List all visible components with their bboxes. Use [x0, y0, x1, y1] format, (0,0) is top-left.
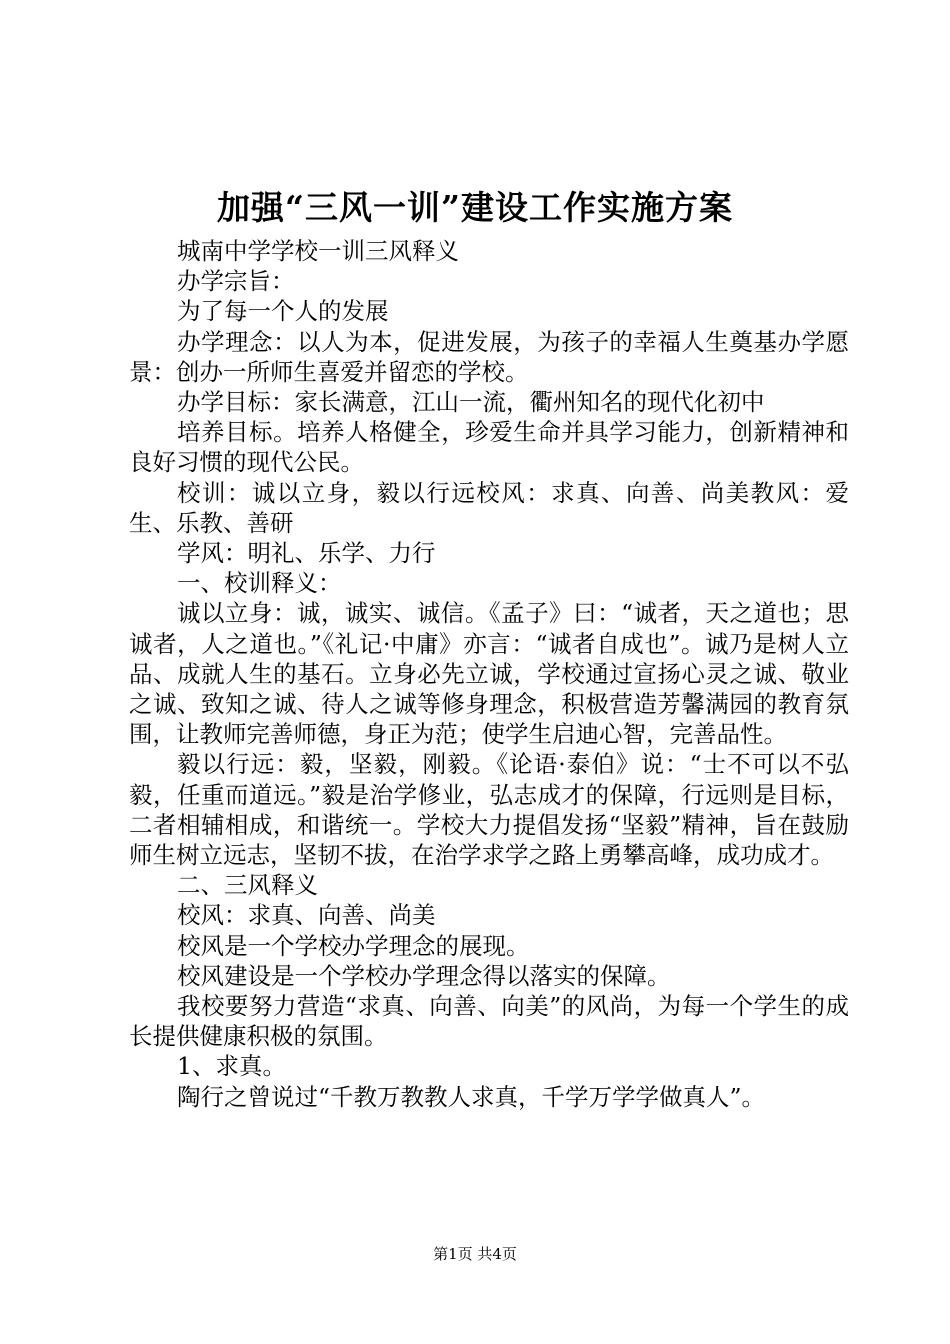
page-number: 第1页 共4页 — [433, 1245, 517, 1263]
document-body — [129, 236, 849, 1112]
paragraph-school-style-goal: 我校要努力营造“求真、向善、向美”的风尚，为每一个学生的成长提供健康积极的氛围。 — [129, 992, 849, 1051]
paragraph-school-style-desc: 校风是一个学校办学理念的展现。 — [177, 931, 530, 960]
paragraph-study-style: 学风：明礼、乐学、力行 — [177, 539, 436, 568]
paragraph-school-style-build: 校风建设是一个学校办学理念得以落实的保障。 — [177, 961, 671, 990]
paragraph-purpose-heading: 办学宗旨： — [177, 267, 295, 296]
paragraph-sincerity: 诚以立身：诚，诚实、诚信。《孟子》曰：“诚者，天之道也；思诚者，人之道也。”《礼记·中庸》亦言：“诚者自成也”。诚乃是树人立品、成就人生的基石。立身必先立诚，学校通过宣扬心灵之诚、敬业之诚、致知之诚、待人之诚等修身理念，积极营造芳馨满园的教育氛围，让教师完善师德，身正为范；使学生启迪心智，完善品性。 — [129, 599, 849, 749]
paragraph-training-goal: 培养目标。培养人格健全，珍爱生命并具学习能力，创新精神和良好习惯的现代公民。 — [129, 418, 849, 477]
paragraph-school-style: 校风：求真、向善、尚美 — [177, 901, 436, 930]
paragraph-purpose: 为了每一个人的发展 — [177, 297, 389, 326]
paragraph-section-two: 二、三风释义 — [177, 871, 318, 900]
paragraph-motto: 校训：诚以立身，毅以行远校风：求真、向善、尚美教风：爱生、乐教、善研 — [129, 478, 849, 537]
paragraph-section-one: 一、校训释义： — [177, 569, 342, 598]
paragraph-seek-truth: 1、求真。 — [177, 1052, 286, 1081]
document-title: 加强“三风一训”建设工作实施方案 — [217, 188, 733, 227]
paragraph-tao-quote: 陶行之曾说过“千教万教教人求真，千学万学学做真人”。 — [177, 1082, 766, 1111]
paragraph-goal: 办学目标：家长满意，江山一流，衢州知名的现代化初中 — [177, 388, 765, 417]
paragraph-philosophy: 办学理念：以人为本，促进发展，为孩子的幸福人生奠基办学愿景：创办一所师生喜爱并留恋的学校。 — [129, 327, 849, 386]
paragraph-school-intro: 城南中学学校一训三风释义 — [177, 237, 459, 265]
paragraph-perseverance: 毅以行远：毅，坚毅，刚毅。《论语·泰伯》说：“士不可以不弘毅，任重而道远。”毅是治学修业，弘志成才的保障，行远则是目标，二者相辅相成，和谐统一。学校大力提倡发扬“坚毅”精神，旨在鼓励师生树立远志，坚韧不拔，在治学求学之路上勇攀高峰，成功成才。 — [129, 750, 849, 870]
